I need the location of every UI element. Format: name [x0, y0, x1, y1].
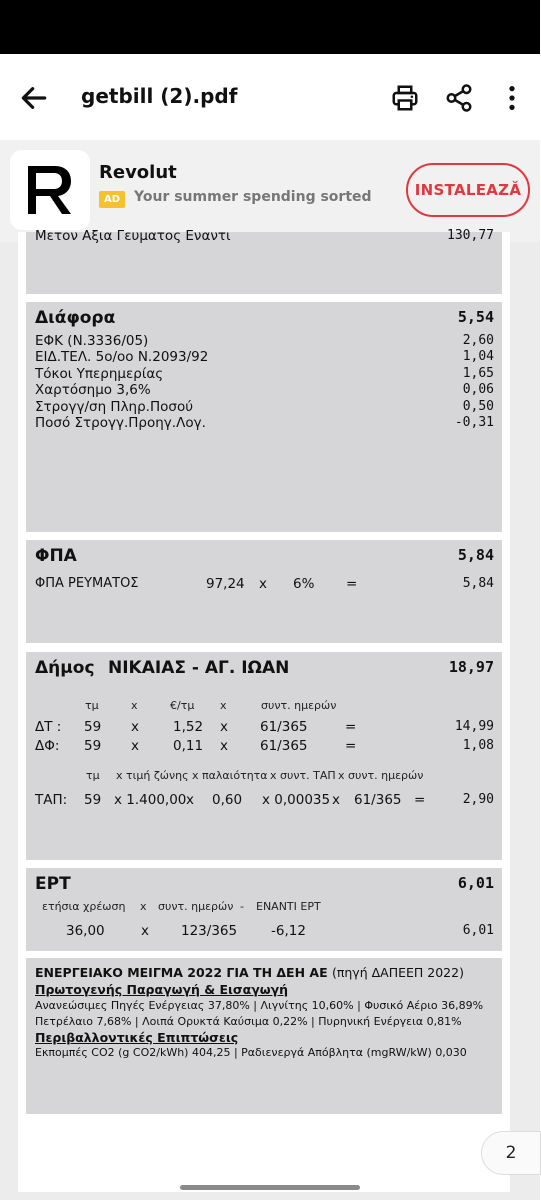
back-button[interactable] — [14, 78, 54, 118]
document-title: getbill (2).pdf — [81, 84, 238, 108]
df-price: 0,11 — [173, 738, 204, 754]
tap-equals: = — [414, 792, 426, 808]
header-days: συντ. ημερών — [261, 699, 337, 712]
mix-title-text: ΕΝΕΡΓΕΙΑΚΟ ΜΕΙΓΜΑ 2022 ΓΙΑ ΤΗ ΔΕΗ ΑΕ — [35, 965, 328, 980]
fpa-title: ΦΠΑ — [35, 546, 77, 566]
dt-x: x — [131, 719, 139, 735]
tap-value: 2,90 — [462, 792, 494, 807]
ad-banner[interactable] — [0, 140, 540, 242]
df-tm: 59 — [84, 738, 102, 754]
revolut-logo — [10, 150, 90, 230]
df-equals: = — [345, 738, 357, 754]
tap-header-days: x συντ. ημερών — [338, 769, 424, 782]
diafora-row-label: ΕΙΔ.ΤΕΛ. 5ο/οο Ν.2093/92 — [35, 349, 209, 365]
share-icon — [444, 83, 474, 113]
ert-header-x: x — [140, 900, 147, 913]
dt-tm: 59 — [84, 719, 102, 735]
fpa-section — [26, 540, 502, 643]
mix-line: Πετρέλαιο 7,68% | Λοιπά Ορυκτά Καύσιμα 0,22% | Πυρηνική Ενέργεια 0,81% — [35, 1015, 462, 1028]
header-tm: τμ — [85, 699, 99, 712]
diafora-row-label: Τόκοι Υπερημερίας — [35, 366, 164, 382]
diafora-row-label: Χαρτόσημο 3,6% — [35, 382, 151, 398]
fpa-value: 5,84 — [462, 576, 494, 591]
ert-times: x — [141, 923, 149, 939]
mix-source: (πηγή ΔΑΠΕΕΠ 2022) — [331, 965, 464, 980]
install-button[interactable]: INSTALEAZĂ — [406, 163, 530, 217]
clipped-row-value: 130,77 — [447, 228, 494, 243]
fpa-total: 5,84 — [457, 546, 494, 564]
dimos-title: Δήμος — [35, 658, 95, 678]
pdf-page — [18, 228, 510, 1192]
ert-header-enanti: ΕΝΑΝΤΙ ΕΡΤ — [256, 900, 321, 913]
df-days: 61/365 — [260, 738, 308, 754]
diafora-row-value: 2,60 — [462, 333, 494, 348]
ert-header-annual: ετήσια χρέωση — [42, 900, 126, 913]
diafora-row-label: Ποσό Στρογγ.Προηγ.Λογ. — [35, 415, 206, 431]
print-button[interactable] — [385, 78, 425, 118]
ert-total: 6,01 — [457, 874, 494, 892]
header-x: x — [131, 699, 138, 712]
clipped-section — [26, 228, 502, 294]
ert-header-minus: - — [240, 900, 244, 913]
dt-label: ΔΤ : — [35, 719, 62, 735]
df-value: 1,08 — [462, 738, 494, 753]
more-options-button[interactable] — [492, 78, 532, 118]
status-bar — [0, 0, 540, 54]
diafora-row-label: Στρογγ/ση Πληρ.Ποσού — [35, 399, 194, 415]
fpa-label: ΦΠΑ ΡΕΥΜΑΤΟΣ — [35, 576, 139, 591]
dimos-name: ΝΙΚΑΙΑΣ - ΑΓ. ΙΩΑΝ — [108, 658, 290, 678]
tap-header-zone: x τιμή ζώνης — [116, 769, 189, 782]
tap-coef: x 0,00035 — [262, 792, 331, 808]
gesture-nav-handle[interactable] — [180, 1185, 360, 1190]
fpa-base: 97,24 — [206, 576, 245, 592]
ad-tagline: Your summer spending sorted — [134, 189, 372, 205]
header-x: x — [220, 699, 227, 712]
ert-title: ΕΡΤ — [35, 874, 71, 894]
diafora-row-value: 1,04 — [462, 349, 494, 364]
fpa-rate: 6% — [293, 576, 315, 592]
tap-zone: x 1.400,00 — [114, 792, 187, 808]
tap-tm: 59 — [84, 792, 102, 808]
df-x: x — [220, 738, 228, 754]
dt-value: 14,99 — [454, 719, 494, 734]
dimos-section — [26, 652, 502, 860]
tap-days: 61/365 — [354, 792, 402, 808]
printer-icon — [390, 83, 420, 113]
ert-enanti: -6,12 — [271, 923, 306, 939]
tap-age: 0,60 — [212, 792, 243, 808]
ert-annual: 36,00 — [66, 923, 105, 939]
diafora-row-value: 1,65 — [462, 366, 494, 381]
fpa-equals: = — [346, 576, 358, 592]
mix-line: Ανανεώσιμες Πηγές Ενέργειας 37,80% | Λιγνίτης 10,60% | Φυσικό Αέριο 36,89% — [35, 999, 484, 1012]
dt-equals: = — [345, 719, 357, 735]
tap-header-tm: τμ — [86, 769, 100, 782]
ad-badge: AD — [99, 191, 125, 208]
mix-line: Εκπομπές CO2 (g CO2/kWh) 404,25 | Ραδιενεργά Απόβλητα (mgRW/kW) 0,030 — [35, 1046, 467, 1059]
dt-x: x — [220, 719, 228, 735]
arrow-left-icon — [18, 82, 50, 114]
diafora-row-value: -0,31 — [454, 415, 494, 430]
ad-title: Revolut — [99, 162, 177, 183]
dimos-total: 18,97 — [448, 658, 494, 676]
diafora-row-label: ΕΦΚ (Ν.3336/05) — [35, 333, 149, 349]
tap-label: ΤΑΠ: — [35, 792, 68, 808]
diafora-row-value: 0,50 — [462, 399, 494, 414]
share-button[interactable] — [439, 78, 479, 118]
ert-value: 6,01 — [462, 923, 494, 938]
mix-title — [35, 965, 464, 980]
dt-price: 1,52 — [173, 719, 204, 735]
diafora-total: 5,54 — [457, 308, 494, 326]
mix-subtitle-environment: Περιβαλλοντικές Επιπτώσεις — [35, 1030, 239, 1045]
ert-header-days: συντ. ημερών — [158, 900, 234, 913]
ert-days: 123/365 — [181, 923, 238, 939]
ert-section — [26, 868, 502, 951]
fpa-times: x — [259, 576, 267, 592]
tap-header-tap: x συντ. ΤΑΠ — [270, 769, 336, 782]
more-vertical-icon — [497, 83, 527, 113]
dt-days: 61/365 — [260, 719, 308, 735]
app-toolbar — [0, 54, 540, 140]
tap-header-age: x παλαιότητα — [192, 769, 268, 782]
tap-x: x — [186, 792, 194, 808]
page-number-indicator: 2 — [481, 1131, 541, 1175]
df-label: ΔΦ: — [35, 738, 60, 754]
pdf-viewer[interactable] — [0, 228, 540, 1200]
header-eur-tm: €/τμ — [170, 699, 195, 712]
mix-subtitle-production: Πρωτογενής Παραγωγή & Εισαγωγή — [35, 982, 288, 997]
diafora-title: Διάφορα — [35, 308, 116, 328]
energy-mix-section — [26, 958, 502, 1114]
clipped-row-label: Μετον Αξια Γευματος Εναντι — [35, 228, 231, 244]
df-x: x — [131, 738, 139, 754]
diafora-row-value: 0,06 — [462, 382, 494, 397]
diafora-section — [26, 302, 502, 532]
tap-x: x — [332, 792, 340, 808]
